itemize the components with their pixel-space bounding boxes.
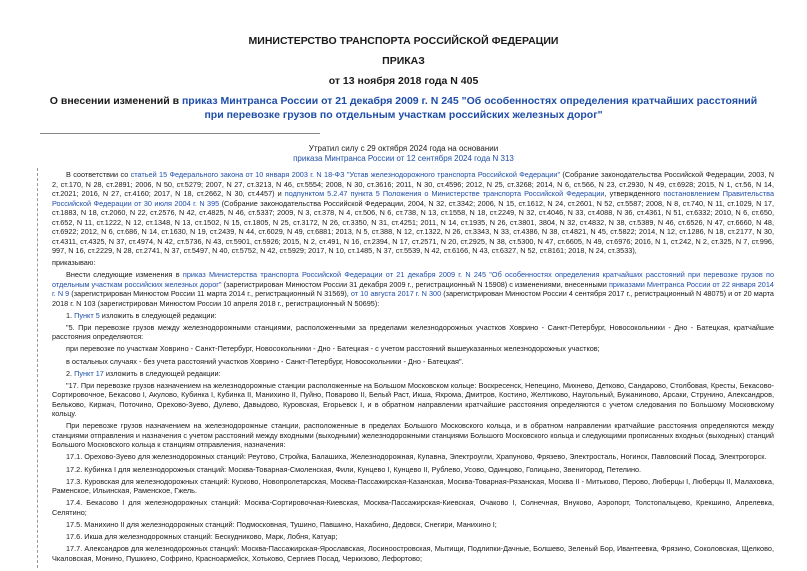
- paragraph-17-3: 17.3. Куровская для железнодорожных станций: Кусково, Новопролетарская, Москва-Пассажирская-Казанская, Москва-Товарная-Рязанская, Москва II - Митьково, Перово, Люберцы I, Люберцы II, Малаховка, Раменское, Ильинская, Раменское, Гжель.: [52, 476, 774, 496]
- paragraph-preamble: [52, 170, 774, 256]
- paragraph-changes: [52, 270, 774, 308]
- order-link[interactable]: приказ Министерства транспорта Российской Федерации от 21 декабря 2009 г. N 245 "Об особенностях определения кратчайших расстояний при перевозке грузов по отдельным участкам российских железных дорог": [52, 270, 775, 289]
- paragraph-17-5: 17.5. Манихино II для железнодорожных станций: Подмосковная, Тушино, Павшино, Нахабино, Дедовск, Снегири, Манихино I;: [66, 519, 497, 529]
- status-link-line: [0, 153, 807, 164]
- date-number-heading: от 13 ноября 2018 года N 405: [328, 75, 479, 87]
- point-17-link[interactable]: Пункт 17: [74, 368, 104, 378]
- ministry-heading: МИНИСТЕРСТВО ТРАНСПОРТА РОССИЙСКОЙ ФЕДЕРАЦИИ: [248, 35, 559, 47]
- text-span: 1.: [66, 310, 75, 320]
- text-span: (Собрание законодательства Российской Федерации, 2003, N 2, ст.170, N 28, ст.2891; 2006, N 50, ст.5279; 2007, N 27, ст.3213, N 46, ст.5554; 2008, N 30, ст.3616; 2011, N 30, ст.4596; 2012, N 25, ст.3268; 2014, N 6, ст.566, N 23, ст.2930, N 49, ст.6928; 2015, N 1, ст.56, N 14, ст.2021; 2016, N 27, ст.4160; 2017, N 18, ст.2662, N 30, ст.4457) и: [52, 170, 775, 198]
- regulation-link[interactable]: подпунктом 5.2.47 пункта 5 Положения о Министерстве транспорта Российской Федерации: [284, 189, 605, 198]
- text-span: (зарегистрирован Минюстом России 11 марта 2014 г., регистрационный N 31569),: [69, 289, 351, 299]
- paragraph-point-17-inner: При перевозке грузов назначением на железнодорожные станции, расположенные в пределах Большого Московского кольца, и в обратном направлении кратчайшие расстояния определяются между станциями отправления и назначения с учетом расстояний между входными (выходными) железнодорожными станциями Большого Московского кольца и следующими прописанных входных (выходных) станций Большого Московского кольца к станциям отправления, назначения:: [52, 421, 774, 450]
- document-title: [40, 94, 767, 122]
- title-prefix: О внесении изменений в: [49, 95, 182, 107]
- paragraph-17-2: 17.2. Кубинка I для железнодорожных станций: Москва-Товарная-Смоленская, Фили, Кунцево I, Кунцево II, Рублево, Усово, Одинцово, Голицыно, Звенигород, Петелино.: [66, 464, 642, 474]
- law-link[interactable]: статьей 15 Федерального закона от 10 января 2003 г. N 18-ФЗ "Устав железнодорожного транспорта Российской Федерации": [130, 170, 561, 179]
- status-note: Утратил силу с 29 октября 2024 года на основании: [308, 144, 499, 153]
- text-span: 2.: [66, 368, 75, 378]
- paragraph-17-7: 17.7. Александров для железнодорожных станций: Москва-Пассажирская-Ярославская, Лосиноостровская, Мытищи, Подлипки-Дачные, Болшево, Зеленый Бор, Ивантеевка, Фрязино, Соколовская, Щелково, Чкаловская, Монино, Пушкино, Софрино, Красноармейск, Хотьково, Сергиев Посад, Черкизово, Лефортово;: [52, 544, 774, 563]
- text-span: изложить в следующей редакции:: [99, 310, 217, 320]
- paragraph-17-6: 17.6. Икша для железнодорожных станций: Бескудниково, Марк, Лобня, Катуар;: [66, 531, 338, 541]
- paragraph-item-2: [52, 369, 774, 379]
- text-span: (зарегистрирован Минюстом России 31 декабря 2009 г., регистрационный N 15908) с изменениями, внесенными: [221, 279, 609, 289]
- document-body: [52, 170, 774, 566]
- orders-2014-link[interactable]: приказами Минтранса России от 22 января 2014 г. N 9: [52, 279, 774, 299]
- paragraph-item-1: [52, 311, 774, 321]
- status-link[interactable]: приказа Минтранса России от 12 сентября 2024 года N 313: [293, 154, 514, 163]
- point-5-link[interactable]: Пункт 5: [74, 310, 100, 320]
- text-span: изложить в следующей редакции:: [103, 368, 221, 378]
- order-2017-link[interactable]: от 10 августа 2017 г. N 300: [350, 289, 442, 299]
- margin-marker: [37, 168, 38, 568]
- paragraph-order: приказываю:: [52, 258, 96, 268]
- paragraph-point-5-b: в остальных случаях - без учета расстояний участков Ховрино - Санкт-Петербург, Новосокольники - Дно - Батецкая".: [66, 356, 464, 366]
- title-link[interactable]: приказ Минтранса России от 21 декабря 2009 г. N 245 "Об особенностях определения кратчайших расстояний при перевозке грузов по отдельным участкам российских железных дорог": [181, 95, 758, 121]
- divider: [40, 133, 320, 134]
- paragraph-17-1: 17.1. Орехово-Зуево для железнодорожных станций: Реутово, Стройка, Балашиха, Железнодорожная, Купавна, Электроугли, Храпуново, Фрязево, Электросталь, Ногинск, Павловский Посад, Электрогорск.: [66, 452, 767, 462]
- text-span: В соответствии со: [66, 170, 131, 179]
- text-span: Внести следующие изменения в: [66, 270, 183, 280]
- paragraph-point-17: "17. При перевозке грузов назначением на железнодорожные станции расположенные на Большом Московском кольце: Воскресенск, Непецино, Михнево, Детково, Сандарово, Столбовая, Кресты, Бекасово-Сортировочное, Бекасово I, Акулово, Кубинка I, Кубинка II, Манихино II, Пуйно, Поварово II, Белый Раст, Икша, Яхрома, Дмитров, Костино, Желтиково, Наугольный, Бужаниново, Арсаки, Струнино, Александров, Бельково, Киржач, Поточино, Орехово-Зуево, Дулево, Давыдово, Куровская, Егорьевск I, и в обратном направлении кратчайшие расстояния определяются с учетом следования по Большому Московскому кольцу.: [52, 380, 774, 419]
- paragraph-point-5-a: при перевозке по участкам Ховрино - Санкт-Петербург, Новосокольники - Дно - Батецкая - с учетом расстояний вышеуказанных железнодорожных участков;: [66, 344, 600, 354]
- doc-type-heading: ПРИКАЗ: [382, 55, 425, 67]
- text-span: (Собрание законодательства Российской Федерации, 2004, N 32, ст.3342; 2006, N 15, ст.1612, N 24, ст.2601, N 52, ст.5587; 2008, N 8, ст.740, N 11, ст.1029, N 17, ст.1883, N 18, ст.2060, N 22, ст.2576, N 42, ст.4825, N 46, ст.5337; 2009, N 3, ст.378, N 4, ст.506, N 6, ст.738, N 13, ст.1558, N 18, ст.2249, N 32, ст.4046, N 33, ст.4088, N 36, ст.4361, N 51, ст.6332; 2010, N 6, ст.650, ст.652, N 11, ст.1222, N 12, ст.1348, N 13, ст.1502, N 15, ст.1805, N 25, ст.3172, N 26, ст.3350, N 31, ст.4251; 2011, N 14, ст.1935, N 26, ст.3801, 3804, N 32, ст.4832, N 38, ст.5389, N 46, ст.6526, N 47, ст.6660, N 48, ст.6922; 2012, N 6, ст.686, N 14, ст.1630, N 19, ст.2439, N 44, ст.6029, N 49, ст.6881; 2013, N 5, ст.388, N 12, ст.1322, N 26, ст.3343, N 33, ст.4386, N 38, ст.4821, N 45, ст.5822; 2014, N 12, ст.1286, N 18, ст.2177, N 30, ст.4311, ст.4325, N 37, ст.4974, N 42, ст.5736, N 43, ст.5901, ст.5926; 2015, N 2, ст.491, N 16, ст.2394, N 17, ст.2571, N 20, ст.2925, N 38, ст.5300, N 47, ст.6605, N 49, ст.6976; 2016, N 1, ст.242, N 2, ст.325, N 7, ст.996, 997, N 16, ст.2229, N 28, ст.2741, N 37, ст.5497, N 40, ст.5752, N 42, ст.5929; 2017, N 10, ст.1485, N 37, ст.5539, N 42, ст.6166, N 43, ст.6327, N 52, ст.8161; 2018, N 24, ст.3533),: [52, 198, 774, 255]
- text-span: , утвержденного: [604, 189, 664, 198]
- paragraph-17-4: 17.4. Бекасово I для железнодорожных станций: Москва-Сортировочная-Киевская, Москва-Пассажирская-Киевская, Очаково I, Солнечная, Внуково, Аэропорт, Толстопальцево, Крекшино, Апрелевка, Селятино;: [52, 498, 774, 517]
- resolution-link[interactable]: постановлением Правительства Российской Федерации от 30 июля 2004 г. N 395: [52, 189, 775, 208]
- paragraph-point-5: "5. При перевозке грузов между железнодорожными станциями, расположенными за пределами железнодорожных участков Ховрино - Санкт-Петербург, Новосокольники - Дно - Батецкая, кратчайшие расстояния определяются:: [52, 322, 774, 342]
- text-span: (зарегистрирован Минюстом России 4 сентября 2017 г., регистрационный N 48075) и от 20 марта 2018 г. N 103 (зарегистрирован Минюстом России 10 апреля 2018 г., регистрационный N 50695):: [52, 289, 774, 308]
